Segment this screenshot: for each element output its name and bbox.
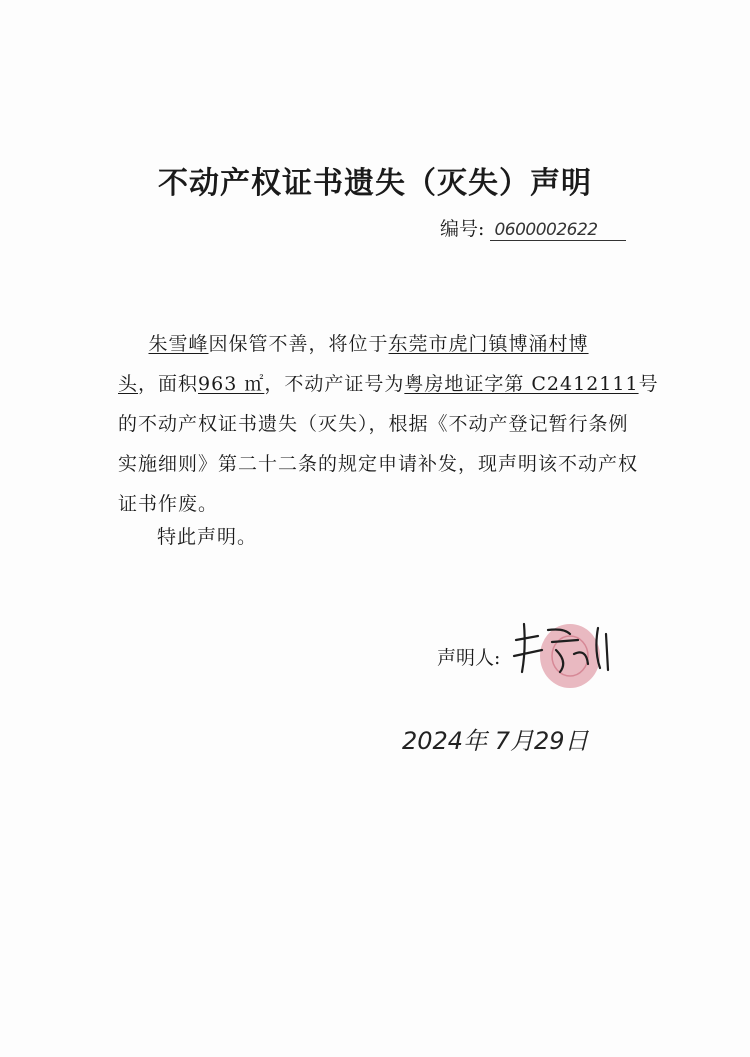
serial-label: 编号: [440,218,485,240]
property-address-cont: 头 [118,373,139,395]
property-area: 963 ㎡ [198,373,265,395]
document-title: 不动产权证书遗失（灭失）声明 [158,166,592,201]
body-line-1: 朱雪峰因保管不善，将位于东莞市虎门镇博涌村博 [148,333,589,355]
closing-statement: 特此声明。 [157,526,258,548]
handwritten-date [398,715,618,765]
body-line-4: 实施细则》第二十二条的规定申请补发，现声明该不动产权 [118,453,639,475]
declaration-body [118,324,659,524]
date-text: 2024年 7月29日 [402,727,589,755]
body-line-2: 头，面积963 ㎡，不动产证号为粤房地证字第 C2412111号 [118,373,659,395]
property-address: 东莞市虎门镇博涌村博 [388,333,589,355]
certificate-number: 粤房地证字第 C2412111 [404,373,639,395]
serial-value: 0600002622 [490,220,626,241]
declarant-label: 声明人: [437,647,501,669]
serial-number-row [440,214,626,241]
body-line-3: 的不动产权证书遗失（灭失），根据《不动产登记暂行条例 [118,413,629,435]
body-line-5: 证书作废。 [118,493,219,515]
owner-name: 朱雪峰 [148,333,209,355]
signature-with-seal [508,610,628,690]
